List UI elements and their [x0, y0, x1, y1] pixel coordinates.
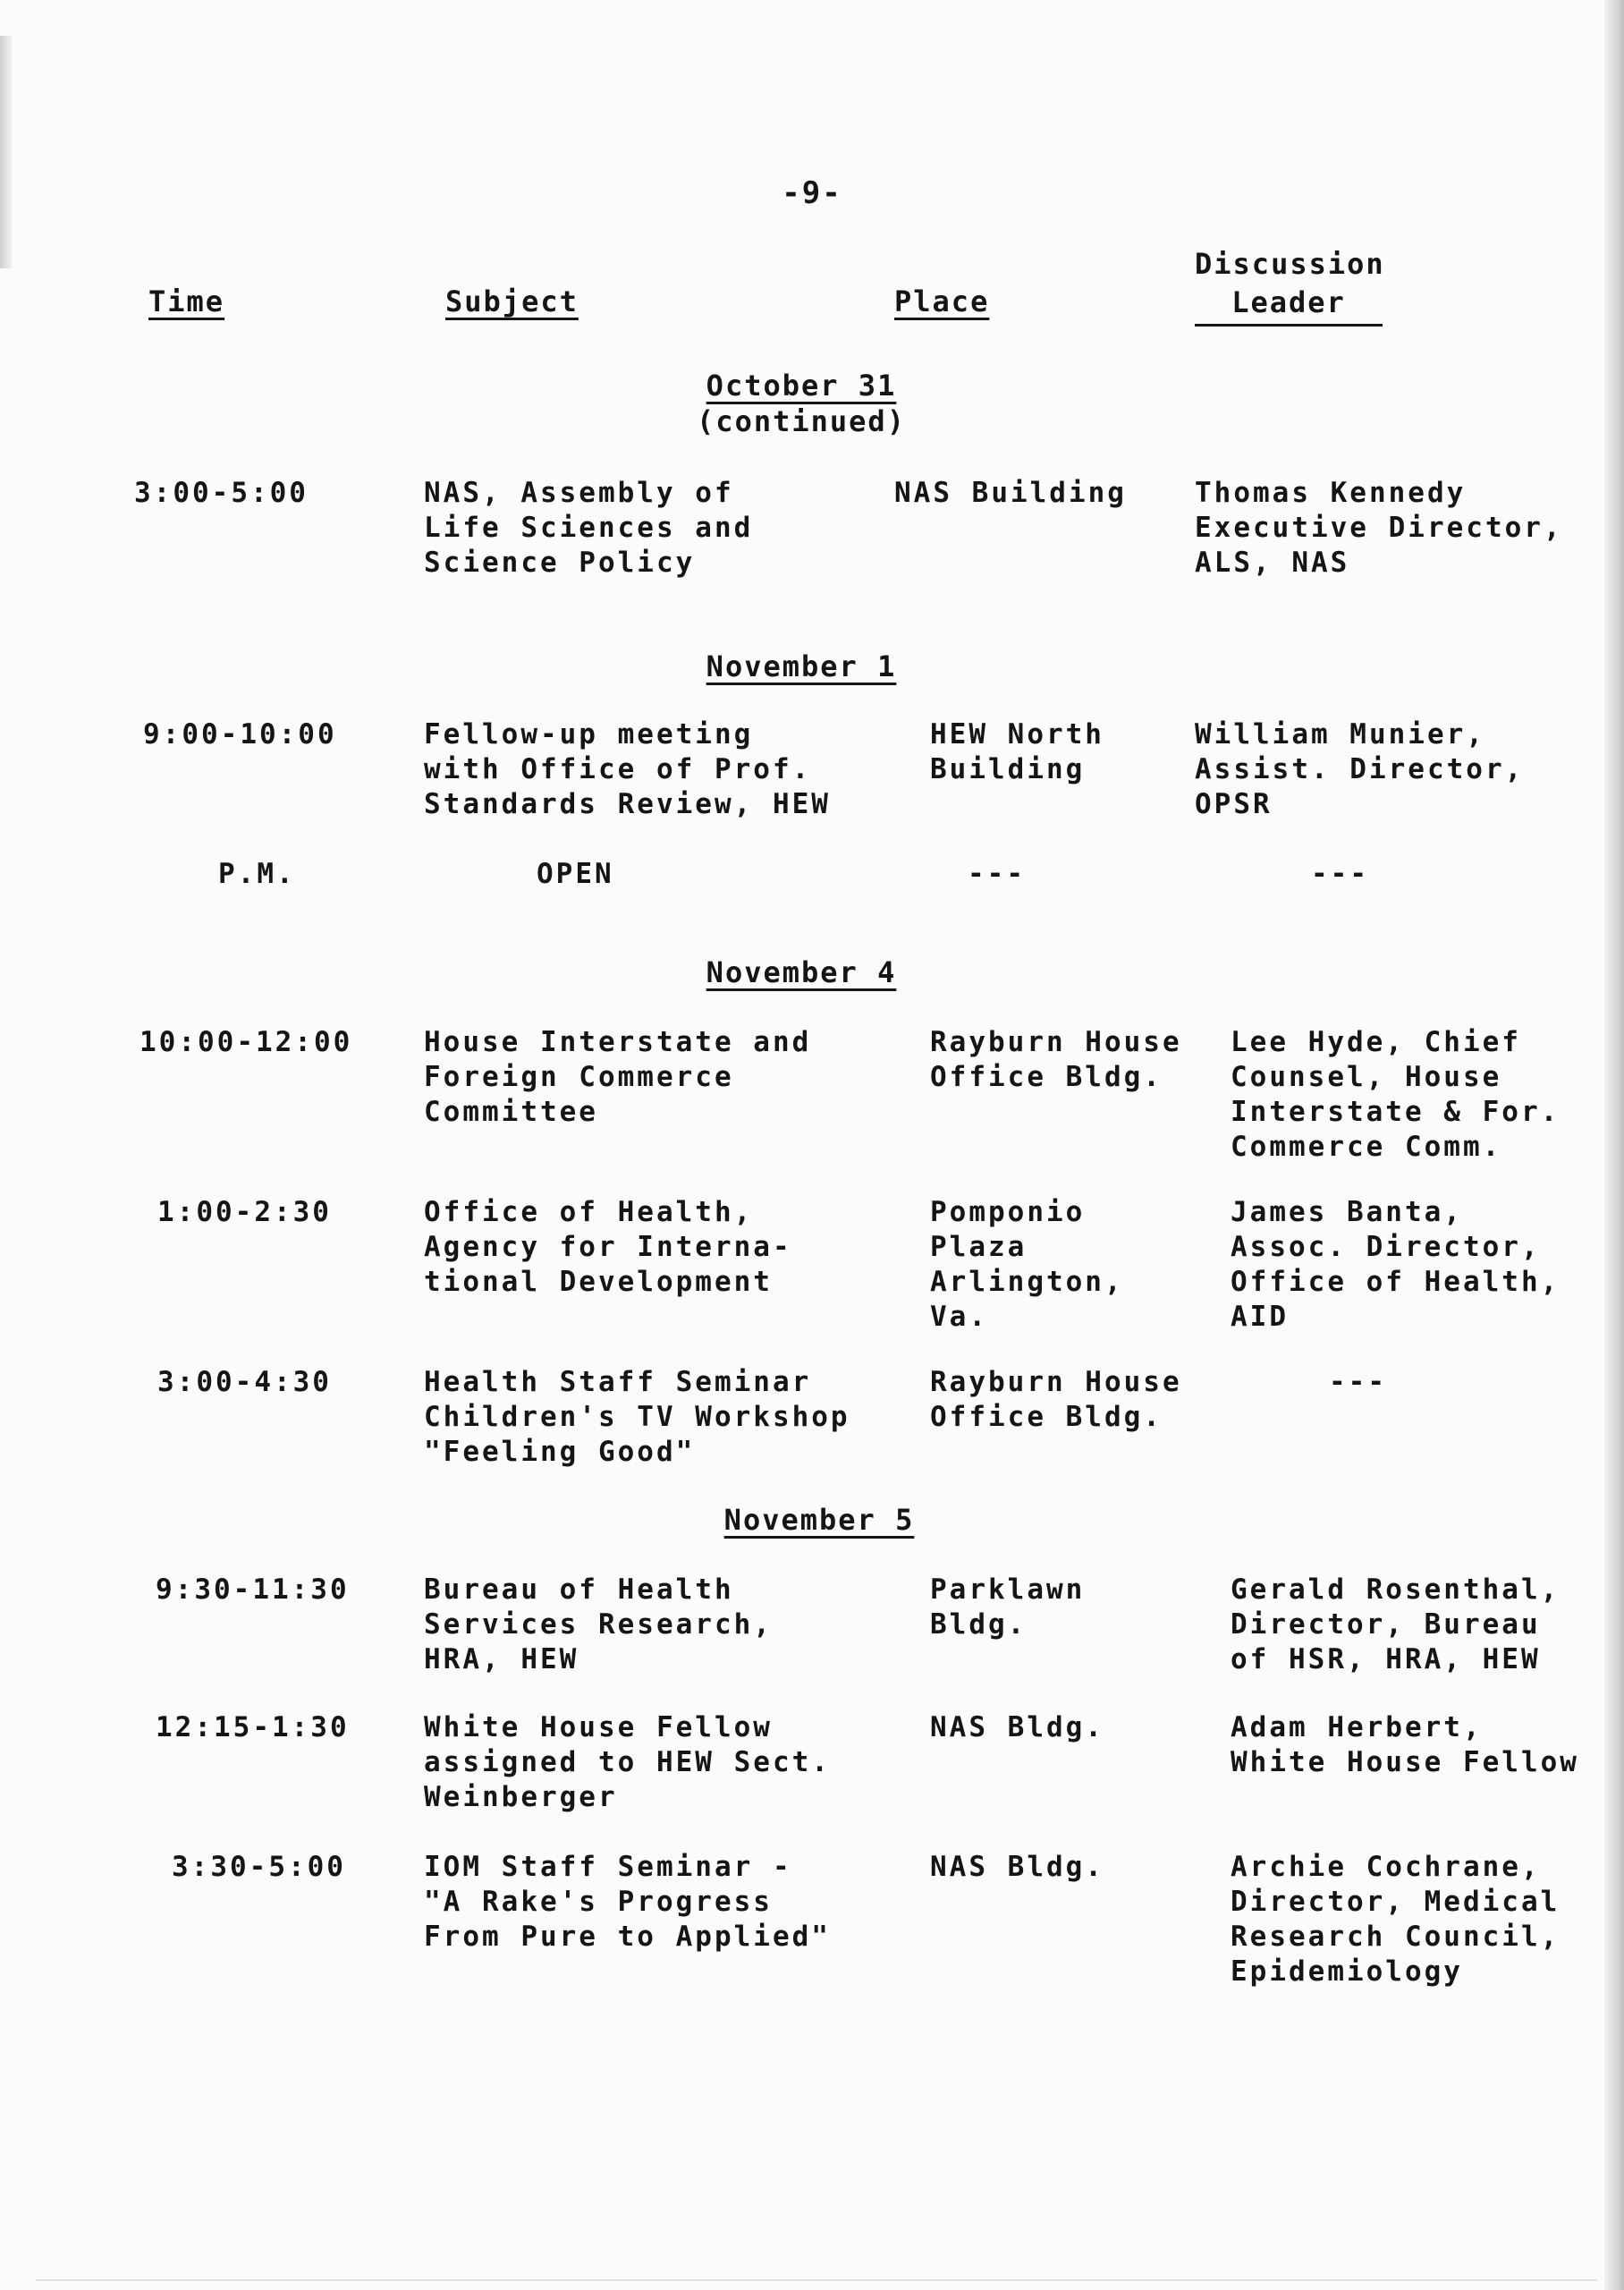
row-time: 3:00-5:00: [134, 477, 309, 509]
scan-edge-left: [0, 36, 13, 268]
row-place: Pomponio Plaza Arlington, Va.: [930, 1196, 1124, 1333]
row-leader: Adam Herbert, White House Fellow: [1231, 1711, 1579, 1778]
row-time: 3:00-4:30: [157, 1366, 332, 1398]
scan-edge-right: [1604, 0, 1624, 2290]
row-place: NAS Building: [894, 477, 1127, 509]
row-place: NAS Bldg.: [930, 1851, 1104, 1883]
row-place: Parklawn Bldg.: [930, 1573, 1086, 1641]
row-place: Rayburn House Office Bldg.: [930, 1366, 1182, 1433]
day-heading: November 1: [706, 649, 897, 683]
day-heading: November 5: [723, 1503, 915, 1537]
header-leader-line1: Discussion: [1195, 247, 1385, 281]
scan-bottom-line: [36, 2279, 1597, 2281]
row-place: ---: [968, 858, 1026, 890]
row-time: 3:30-5:00: [172, 1851, 346, 1883]
row-place: HEW North Building: [930, 718, 1104, 785]
day-heading: October 31: [706, 369, 897, 403]
row-subject: OPEN: [537, 858, 614, 890]
row-subject: House Interstate and Foreign Commerce Committee: [424, 1026, 812, 1128]
row-time: 9:00-10:00: [143, 718, 337, 751]
row-subject: NAS, Assembly of Life Sciences and Science Policy: [424, 477, 754, 579]
row-subject: IOM Staff Seminar - "A Rake's Progress From Pure to Applied": [424, 1851, 831, 1953]
row-place: NAS Bldg.: [930, 1711, 1104, 1743]
row-time: 9:30-11:30: [156, 1573, 350, 1606]
row-leader: James Banta, Assoc. Director, Office of Health, AID: [1231, 1196, 1561, 1333]
day-heading-note: (continued): [697, 404, 906, 438]
row-leader: Gerald Rosenthal, Director, Bureau of HSR, HRA, HEW: [1231, 1573, 1561, 1675]
row-time: P.M.: [218, 858, 296, 890]
row-subject: Office of Health, Agency for Interna- tional Development: [424, 1196, 792, 1298]
row-time: 12:15-1:30: [156, 1711, 350, 1743]
row-subject: Health Staff Seminar Children's TV Workshop "Feeling Good": [424, 1366, 850, 1468]
row-subject: Bureau of Health Services Research, HRA, HEW: [424, 1573, 773, 1675]
page-number: -9-: [782, 175, 842, 211]
row-leader: Lee Hyde, Chief Counsel, House Interstate & For. Commerce Comm.: [1231, 1026, 1561, 1163]
row-place: Rayburn House Office Bldg.: [930, 1026, 1182, 1093]
row-leader: ---: [1329, 1366, 1387, 1398]
row-time: 10:00-12:00: [140, 1026, 353, 1058]
header-leader-line2: Leader: [1195, 284, 1383, 327]
row-leader: Thomas Kennedy Executive Director, ALS, NAS: [1195, 477, 1563, 579]
row-leader: ---: [1311, 858, 1369, 890]
header-subject: Subject: [445, 284, 579, 318]
row-time: 1:00-2:30: [157, 1196, 332, 1228]
header-place: Place: [894, 284, 990, 318]
row-leader: Archie Cochrane, Director, Medical Research Council, Epidemiology: [1231, 1851, 1561, 1988]
day-heading: November 4: [706, 955, 897, 989]
row-subject: Fellow-up meeting with Office of Prof. Standards Review, HEW: [424, 718, 831, 820]
row-subject: White House Fellow assigned to HEW Sect. Weinberger: [424, 1711, 831, 1813]
header-time: Time: [148, 284, 225, 318]
row-leader: William Munier, Assist. Director, OPSR: [1195, 718, 1525, 820]
